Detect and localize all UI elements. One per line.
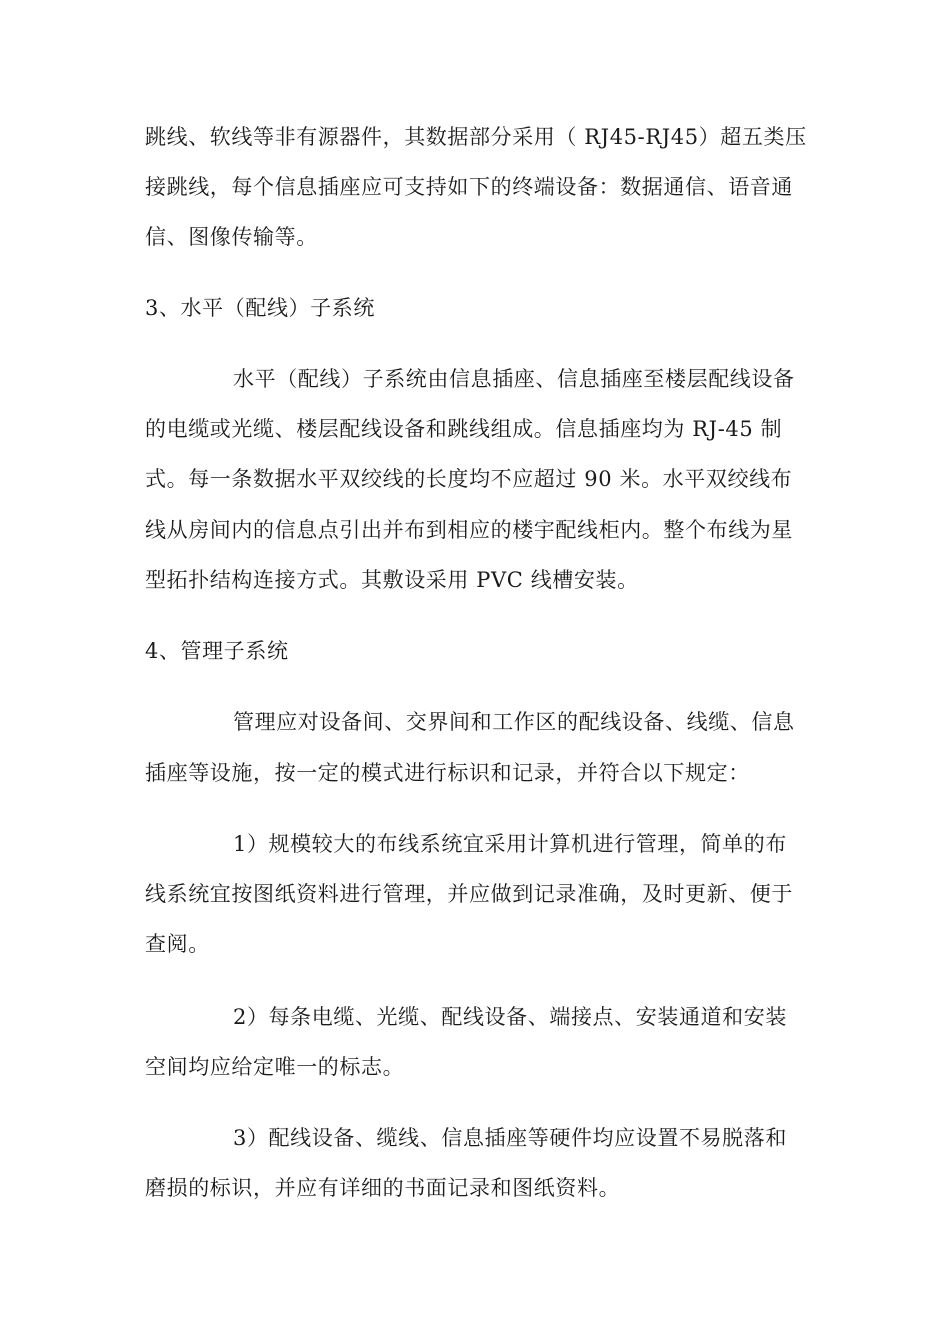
text-line: 1）规模较大的布线系统宜采用计算机进行管理，简单的布: [233, 832, 787, 856]
text-line: 线从房间内的信息点引出并布到相应的楼宇配线柜内。整个布线为星: [145, 518, 793, 542]
text-line: 水平（配线）子系统由信息插座、信息插座至楼层配线设备: [233, 367, 795, 391]
text-line: 跳线、软线等非有源器件，其数据部分采用（ RJ45-RJ45）超五类压: [145, 125, 807, 149]
text-line: 管理应对设备间、交界间和工作区的配线设备、线缆、信息: [233, 710, 795, 734]
section-heading-3: 3、水平（配线）子系统: [145, 296, 375, 320]
text-line: 信、图像传输等。: [145, 225, 318, 249]
text-line: 3）配线设备、缆线、信息插座等硬件均应设置不易脱落和: [233, 1126, 787, 1150]
text-line: 插座等设施，按一定的模式进行标识和记录，并符合以下规定：: [145, 761, 750, 785]
text-line: 的电缆或光缆、楼层配线设备和跳线组成。信息插座均为 RJ-45 制: [145, 417, 783, 441]
section-heading-4: 4、管理子系统: [145, 639, 289, 663]
text-line: 式。每一条数据水平双绞线的长度均不应超过 90 米。水平双绞线布: [145, 467, 793, 491]
text-line: 线系统宜按图纸资料进行管理，并应做到记录准确，及时更新、便于: [145, 882, 793, 906]
text-line: 查阅。: [145, 932, 210, 956]
text-line: 磨损的标识，并应有详细的书面记录和图纸资料。: [145, 1176, 621, 1200]
text-line: 空间均应给定唯一的标志。: [145, 1055, 405, 1079]
text-line: 型拓扑结构连接方式。其敷设采用 PVC 线槽安装。: [145, 568, 639, 592]
text-line: 接跳线，每个信息插座应可支持如下的终端设备：数据通信、语音通: [145, 175, 793, 199]
text-line: 2）每条电缆、光缆、配线设备、端接点、安装通道和安装: [233, 1005, 787, 1029]
